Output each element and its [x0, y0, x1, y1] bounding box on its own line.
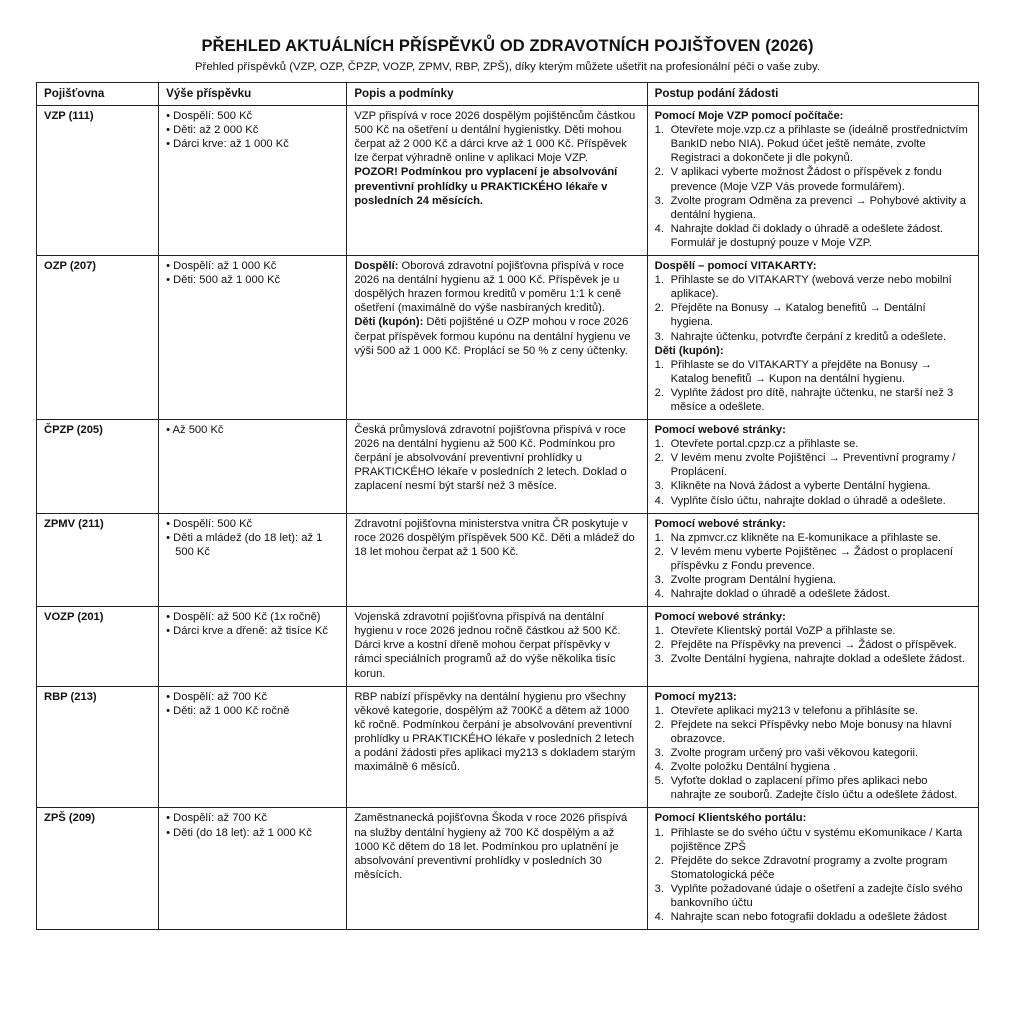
- step-number: 3.: [654, 330, 664, 343]
- step-number: 5.: [654, 775, 664, 788]
- step-number: 3.: [654, 882, 664, 895]
- step-text: Zvolte program Odměna za prevenci → Pohybové aktivity a dentální hygiena.: [670, 194, 966, 221]
- step-text: Otevřete aplikaci my213 v telefonu a přihlásíte se.: [670, 704, 919, 717]
- amount-list: [166, 811, 339, 839]
- description-paragraph: [354, 259, 639, 315]
- step-text: Klikněte na Nová žádost a vyberte Dentální hygiena.: [670, 480, 931, 493]
- step-number: 2.: [654, 639, 664, 652]
- procedure-step: [655, 330, 971, 344]
- description-cell: [347, 106, 647, 256]
- amount-item: • Děti: 500 až 1 000 Kč: [166, 274, 281, 287]
- procedure-step: [655, 718, 971, 746]
- step-number: 4.: [654, 761, 664, 774]
- step-text: Zvolte Dentální hygiena, nahrajte doklad a odešlete žádost.: [670, 653, 965, 666]
- amount-item: • Dárci krve: až 1 000 Kč: [166, 138, 289, 151]
- procedure-heading: Pomocí webové stránky:: [654, 611, 786, 624]
- insurer-name: ČPZP (205): [37, 420, 159, 514]
- insurer-name: ZPMV (211): [37, 513, 159, 607]
- amount-item: • Dospělí: až 700 Kč: [166, 812, 268, 825]
- step-text: Otevřete portal.cpzp.cz a přihlaste se.: [670, 438, 859, 451]
- step-number: 1.: [654, 274, 664, 287]
- procedure-step: [655, 194, 971, 222]
- step-text: Zvolte program určený pro vaši věkovou kategorii.: [670, 747, 919, 760]
- step-number: 1.: [654, 826, 664, 839]
- step-number: 4.: [654, 588, 664, 601]
- description-paragraph: [354, 811, 639, 881]
- insurer-name: VZP (111): [37, 106, 159, 256]
- procedure-step: [655, 910, 971, 924]
- step-text: Přejděte na Bonusy → Katalog benefitů → Dentální hygiena.: [670, 302, 926, 329]
- step-text: Nahrajte scan nebo fotografii dokladu a odešlete žádost: [670, 911, 947, 924]
- description-paragraph: [354, 315, 639, 357]
- header-procedure: Postup podání žádosti: [647, 83, 978, 106]
- procedure-step: [655, 638, 971, 652]
- header-insurer: Pojišťovna: [37, 83, 159, 106]
- procedure-step: [655, 587, 971, 601]
- step-number: 2.: [654, 545, 664, 558]
- step-number: 2.: [654, 854, 664, 867]
- amount-item: • Dospělí: až 1 000 Kč: [166, 260, 277, 273]
- procedure-step: [655, 652, 971, 666]
- page-title: PŘEHLED AKTUÁLNÍCH PŘÍSPĚVKŮ OD ZDRAVOTNÍCH POJIŠŤOVEN (2026): [201, 37, 814, 55]
- insurer-name: OZP (207): [37, 256, 159, 420]
- amount-item: • Děti (do 18 let): až 1 000 Kč: [166, 826, 312, 839]
- procedure-step: [655, 386, 971, 414]
- amount-cell: [159, 808, 347, 930]
- amount-item: • Až 500 Kč: [166, 424, 224, 437]
- amount-list: [166, 423, 339, 437]
- amount-cell: [159, 420, 347, 514]
- procedure-heading: Děti (kupón):: [654, 344, 724, 357]
- header-amount: Výše příspěvku: [159, 83, 347, 106]
- procedure-step: [655, 826, 971, 854]
- procedure-step: [655, 854, 971, 882]
- procedure-heading: Dospělí – pomocí VITAKARTY:: [654, 260, 817, 273]
- amount-list: [166, 690, 339, 718]
- step-number: 3.: [654, 574, 664, 586]
- step-number: 2.: [654, 166, 664, 179]
- description-text: Vojenská zdravotní pojišťovna přispívá na dentální hygienu v roce 2026 jednou ročně částkou až 500 Kč. Dárci krve a kostní dřeně mohou čerpat příspěvky v rámci speciálních programů až do výše několika tisíc korun.: [354, 611, 621, 680]
- step-text: V levém menu zvolte Pojištěnci → Preventivní programy / Proplácení.: [670, 452, 956, 479]
- procedure-heading: Pomocí Moje VZP pomocí počítače:: [654, 110, 844, 123]
- description-paragraph: [354, 690, 639, 775]
- procedure-step: [655, 301, 971, 329]
- procedure-step: [655, 479, 971, 493]
- procedure-step: [655, 882, 971, 910]
- table-row: [37, 808, 979, 930]
- description-cell: [347, 513, 647, 607]
- procedure-steps: [655, 123, 971, 250]
- description-cell: [347, 686, 647, 808]
- step-number: 3.: [654, 747, 664, 760]
- table-row: [37, 106, 979, 256]
- procedure-heading: Pomocí webové stránky:: [654, 424, 786, 437]
- insurer-name: VOZP (201): [37, 607, 159, 686]
- step-text: Otevřete moje.vzp.cz a přihlaste se (ideálně prostřednictvím BankID nebo NIA). Pokud účet ještě nemáte, zvolte Registraci a dokončete ji dle pokynů.: [670, 124, 968, 165]
- table-row: [37, 607, 979, 686]
- amount-list: [166, 259, 339, 287]
- amount-cell: [159, 106, 347, 256]
- procedure-cell: [647, 420, 978, 514]
- description-text: Děti pojištěné u OZP mohou v roce 2026 čerpat příspěvek formou kupónu na dentální hygienu ve výši 500 až 1 000 Kč. Proplácí se 50 % z ceny účtenky.: [354, 316, 631, 357]
- description-text: Oborová zdravotní pojišťovna přispívá v roce 2026 na dentální hygienu až 1 000 Kč. Příspěvek je u dospělých hrazen formou kreditů v poměru 1:1 k ceně ošetření (maximálně do výše nasbíraných kreditů).: [354, 260, 625, 315]
- procedure-step: [655, 704, 971, 718]
- amount-item: • Dospělí: 500 Kč: [166, 110, 253, 123]
- step-number: 1.: [654, 704, 664, 717]
- procedure-step: [655, 273, 971, 301]
- amount-list: [166, 610, 339, 638]
- step-text: Nahrajte doklad o úhradě a odešlete žádost.: [670, 588, 891, 601]
- procedure-step: [655, 494, 971, 508]
- procedure-cell: [647, 513, 978, 607]
- description-paragraph: [354, 109, 639, 165]
- description-paragraph: [354, 165, 639, 207]
- step-text: Vyplňte žádost pro dítě, nahrajte účtenku, ne starší než 3 měsíce a odešlete.: [670, 386, 954, 413]
- step-number: 4.: [654, 222, 664, 235]
- amount-item: • Dárci krve a dřeně: až tisíce Kč: [166, 625, 328, 638]
- procedure-step: [655, 531, 971, 545]
- step-text: V levém menu vyberte Pojištěnec → Žádost o proplacení příspěvku z Fondu prevence.: [670, 545, 953, 572]
- table-body: [37, 106, 979, 930]
- contributions-table: [36, 82, 979, 930]
- step-text: Přejděte na Příspěvky na prevenci → Žádost o příspěvek.: [670, 639, 957, 652]
- step-text: Otevřete Klientský portál VoZP a přihlaste se.: [670, 625, 896, 638]
- description-paragraph: [354, 610, 639, 680]
- description-text: RBP nabízí příspěvky na dentální hygienu pro všechny věkové kategorie, dospělým až 700Kč a dětem až 1000 kč ročně. Podmínkou čerpání je absolvování preventivní prohlídky u PRAKTICKÉHO lékaře v posledních 2 letech a podání žádosti přes aplikaci my213 s dokladem starým maximálně 6 měsíců.: [354, 690, 636, 774]
- procedure-cell: [647, 808, 978, 930]
- step-text: Na zpmvcr.cz klikněte na E-komunikace a přihlaste se.: [670, 531, 942, 544]
- amount-cell: [159, 256, 347, 420]
- description-lead: Děti (kupón):: [354, 316, 424, 329]
- step-text: Vyfoťte doklad o zaplacení přímo přes aplikaci nebo nahrajte ze souborů. Zadejte číslo účtu a odešlete žádost.: [670, 775, 958, 802]
- step-text: Vyplňte požadované údaje o ošetření a zadejte číslo svého bankovního účtu: [670, 882, 963, 909]
- procedure-steps: [655, 531, 971, 601]
- table-row: [37, 513, 979, 607]
- header-description: Popis a podmínky: [347, 83, 647, 106]
- table-header-row: [37, 83, 979, 106]
- step-number: 1.: [654, 531, 664, 544]
- amount-cell: [159, 607, 347, 686]
- step-number: 2.: [654, 718, 664, 731]
- procedure-step: [655, 165, 971, 193]
- description-lead: POZOR! Podmínkou pro vyplacení je absolvování preventivní prohlídky u PRAKTICKÉHO lékaře v posledních 24 měsících.: [354, 166, 618, 207]
- step-text: Přihlaste se do VITAKARTY (webová verze nebo mobilní aplikace).: [670, 274, 952, 301]
- procedure-steps: [655, 358, 971, 414]
- step-text: Zvolte položku Dentální hygiena .: [670, 761, 837, 774]
- procedure-step: [655, 760, 971, 774]
- procedure-step: [655, 573, 971, 587]
- description-text: Zaměstnanecká pojišťovna Škoda v roce 2026 přispívá na služby dentální hygieny až 700 Kč dospělým a až 1000 Kč dětem do 18 let. Podmínkou pro uplatnění je absolvování preventivní prohlídky v posledních 30 měsících.: [354, 812, 628, 881]
- description-text: Zdravotní pojišťovna ministerstva vnitra ČR poskytuje v roce 2026 dospělým příspěvek 500 Kč. Děti a mládež do 18 let mohou čerpat až 1 500 Kč.: [354, 517, 635, 558]
- step-number: 1.: [654, 124, 664, 137]
- procedure-steps: [655, 704, 971, 803]
- step-text: Přejdete na sekci Příspěvky nebo Moje bonusy na hlavní obrazovce.: [670, 718, 952, 745]
- amount-item: • Děti a mládež (do 18 let): až 1 500 Kč: [166, 531, 323, 558]
- table-row: [37, 686, 979, 808]
- step-number: 1.: [654, 438, 664, 451]
- step-text: Nahrajte účtenku, potvrďte čerpání z kreditů a odešlete.: [670, 330, 947, 343]
- procedure-steps: [655, 273, 971, 343]
- procedure-steps: [655, 826, 971, 925]
- description-cell: [347, 607, 647, 686]
- insurer-name: RBP (213): [37, 686, 159, 808]
- procedure-heading: Pomocí webové stránky:: [654, 517, 786, 530]
- amount-cell: [159, 686, 347, 808]
- procedure-step: [655, 774, 971, 802]
- procedure-step: [655, 222, 971, 250]
- page-subtitle: Přehled příspěvků (VZP, OZP, ČPZP, VOZP, ZPMV, RBP, ZPŠ), díky kterým můžete ušetřit na profesionální péči o vaše zuby.: [195, 61, 820, 73]
- description-lead: Dospělí:: [354, 260, 399, 273]
- step-text: Vyplňte číslo účtu, nahrajte doklad o úhradě a odešlete.: [670, 494, 946, 507]
- procedure-heading: Pomocí Klientského portálu:: [654, 812, 807, 825]
- step-number: 1.: [654, 625, 664, 638]
- step-number: 2.: [654, 452, 664, 465]
- amount-item: • Dospělí: 500 Kč: [166, 517, 253, 530]
- amount-item: • Dospělí: až 500 Kč (1x ročně): [166, 611, 321, 624]
- step-number: 3.: [654, 194, 664, 207]
- step-number: 3.: [654, 480, 664, 493]
- procedure-steps: [655, 437, 971, 507]
- procedure-steps: [655, 624, 971, 666]
- step-text: Přihlaste se do VITAKARTY a přejděte na Bonusy → Katalog benefitů → Kupon na dentální hygienu.: [670, 358, 932, 385]
- procedure-step: [655, 624, 971, 638]
- description-paragraph: [354, 517, 639, 559]
- description-text: Česká průmyslová zdravotní pojišťovna přispívá v roce 2026 na dentální hygienu až 500 Kč. Podmínkou pro čerpání je absolvování preventivní prohlídky u PRAKTICKÉHO lékaře v posledních 2 letech. Doklad o zaplacení nesmí být starší než 3 měsíce.: [354, 424, 627, 493]
- table-row: [37, 256, 979, 420]
- description-cell: [347, 808, 647, 930]
- description-paragraph: [354, 423, 639, 493]
- procedure-cell: [647, 256, 978, 420]
- procedure-step: [655, 358, 971, 386]
- step-number: 2.: [654, 302, 664, 315]
- step-number: 2.: [654, 386, 664, 399]
- amount-item: • Děti: až 1 000 Kč ročně: [166, 704, 290, 717]
- step-text: Přejděte do sekce Zdravotní programy a zvolte program Stomatologická péče: [670, 854, 948, 881]
- step-text: Přihlaste se do svého účtu v systému eKomunikace / Karta pojištěnce ZPŠ: [670, 826, 963, 853]
- procedure-cell: [647, 607, 978, 686]
- procedure-step: [655, 123, 971, 165]
- procedure-heading: Pomocí my213:: [654, 690, 737, 703]
- description-text: VZP přispívá v roce 2026 dospělým pojištěncům částkou 500 Kč na ošetření u dentální hygienistky. Děti mohou čerpat až 2 000 Kč a dárci krve až 1 000 Kč. Příspěvek lze čerpat výhradně online v aplikaci Moje VZP.: [354, 110, 636, 165]
- amount-item: • Dospělí: až 700 Kč: [166, 690, 268, 703]
- table-row: [37, 420, 979, 514]
- procedure-step: [655, 437, 971, 451]
- procedure-step: [655, 746, 971, 760]
- amount-list: [166, 517, 339, 559]
- procedure-cell: [647, 686, 978, 808]
- step-number: 1.: [654, 358, 664, 371]
- amount-cell: [159, 513, 347, 607]
- step-text: V aplikaci vyberte možnost Žádost o příspěvek z fondu prevence (Moje VZP Vás provede formulářem).: [670, 166, 942, 193]
- procedure-step: [655, 451, 971, 479]
- insurer-name: ZPŠ (209): [37, 808, 159, 930]
- description-cell: [347, 420, 647, 514]
- step-number: 3.: [654, 653, 664, 666]
- step-number: 4.: [654, 911, 664, 924]
- step-number: 4.: [654, 494, 664, 507]
- step-text: Zvolte program Dentální hygiena.: [670, 574, 837, 586]
- description-cell: [347, 256, 647, 420]
- procedure-step: [655, 545, 971, 573]
- procedure-cell: [647, 106, 978, 256]
- amount-list: [166, 109, 339, 151]
- amount-item: • Děti: až 2 000 Kč: [166, 124, 259, 137]
- step-text: Nahrajte doklad či doklady o úhradě a odešlete žádost. Formulář je dostupný pouze v Moje VZP.: [670, 222, 944, 249]
